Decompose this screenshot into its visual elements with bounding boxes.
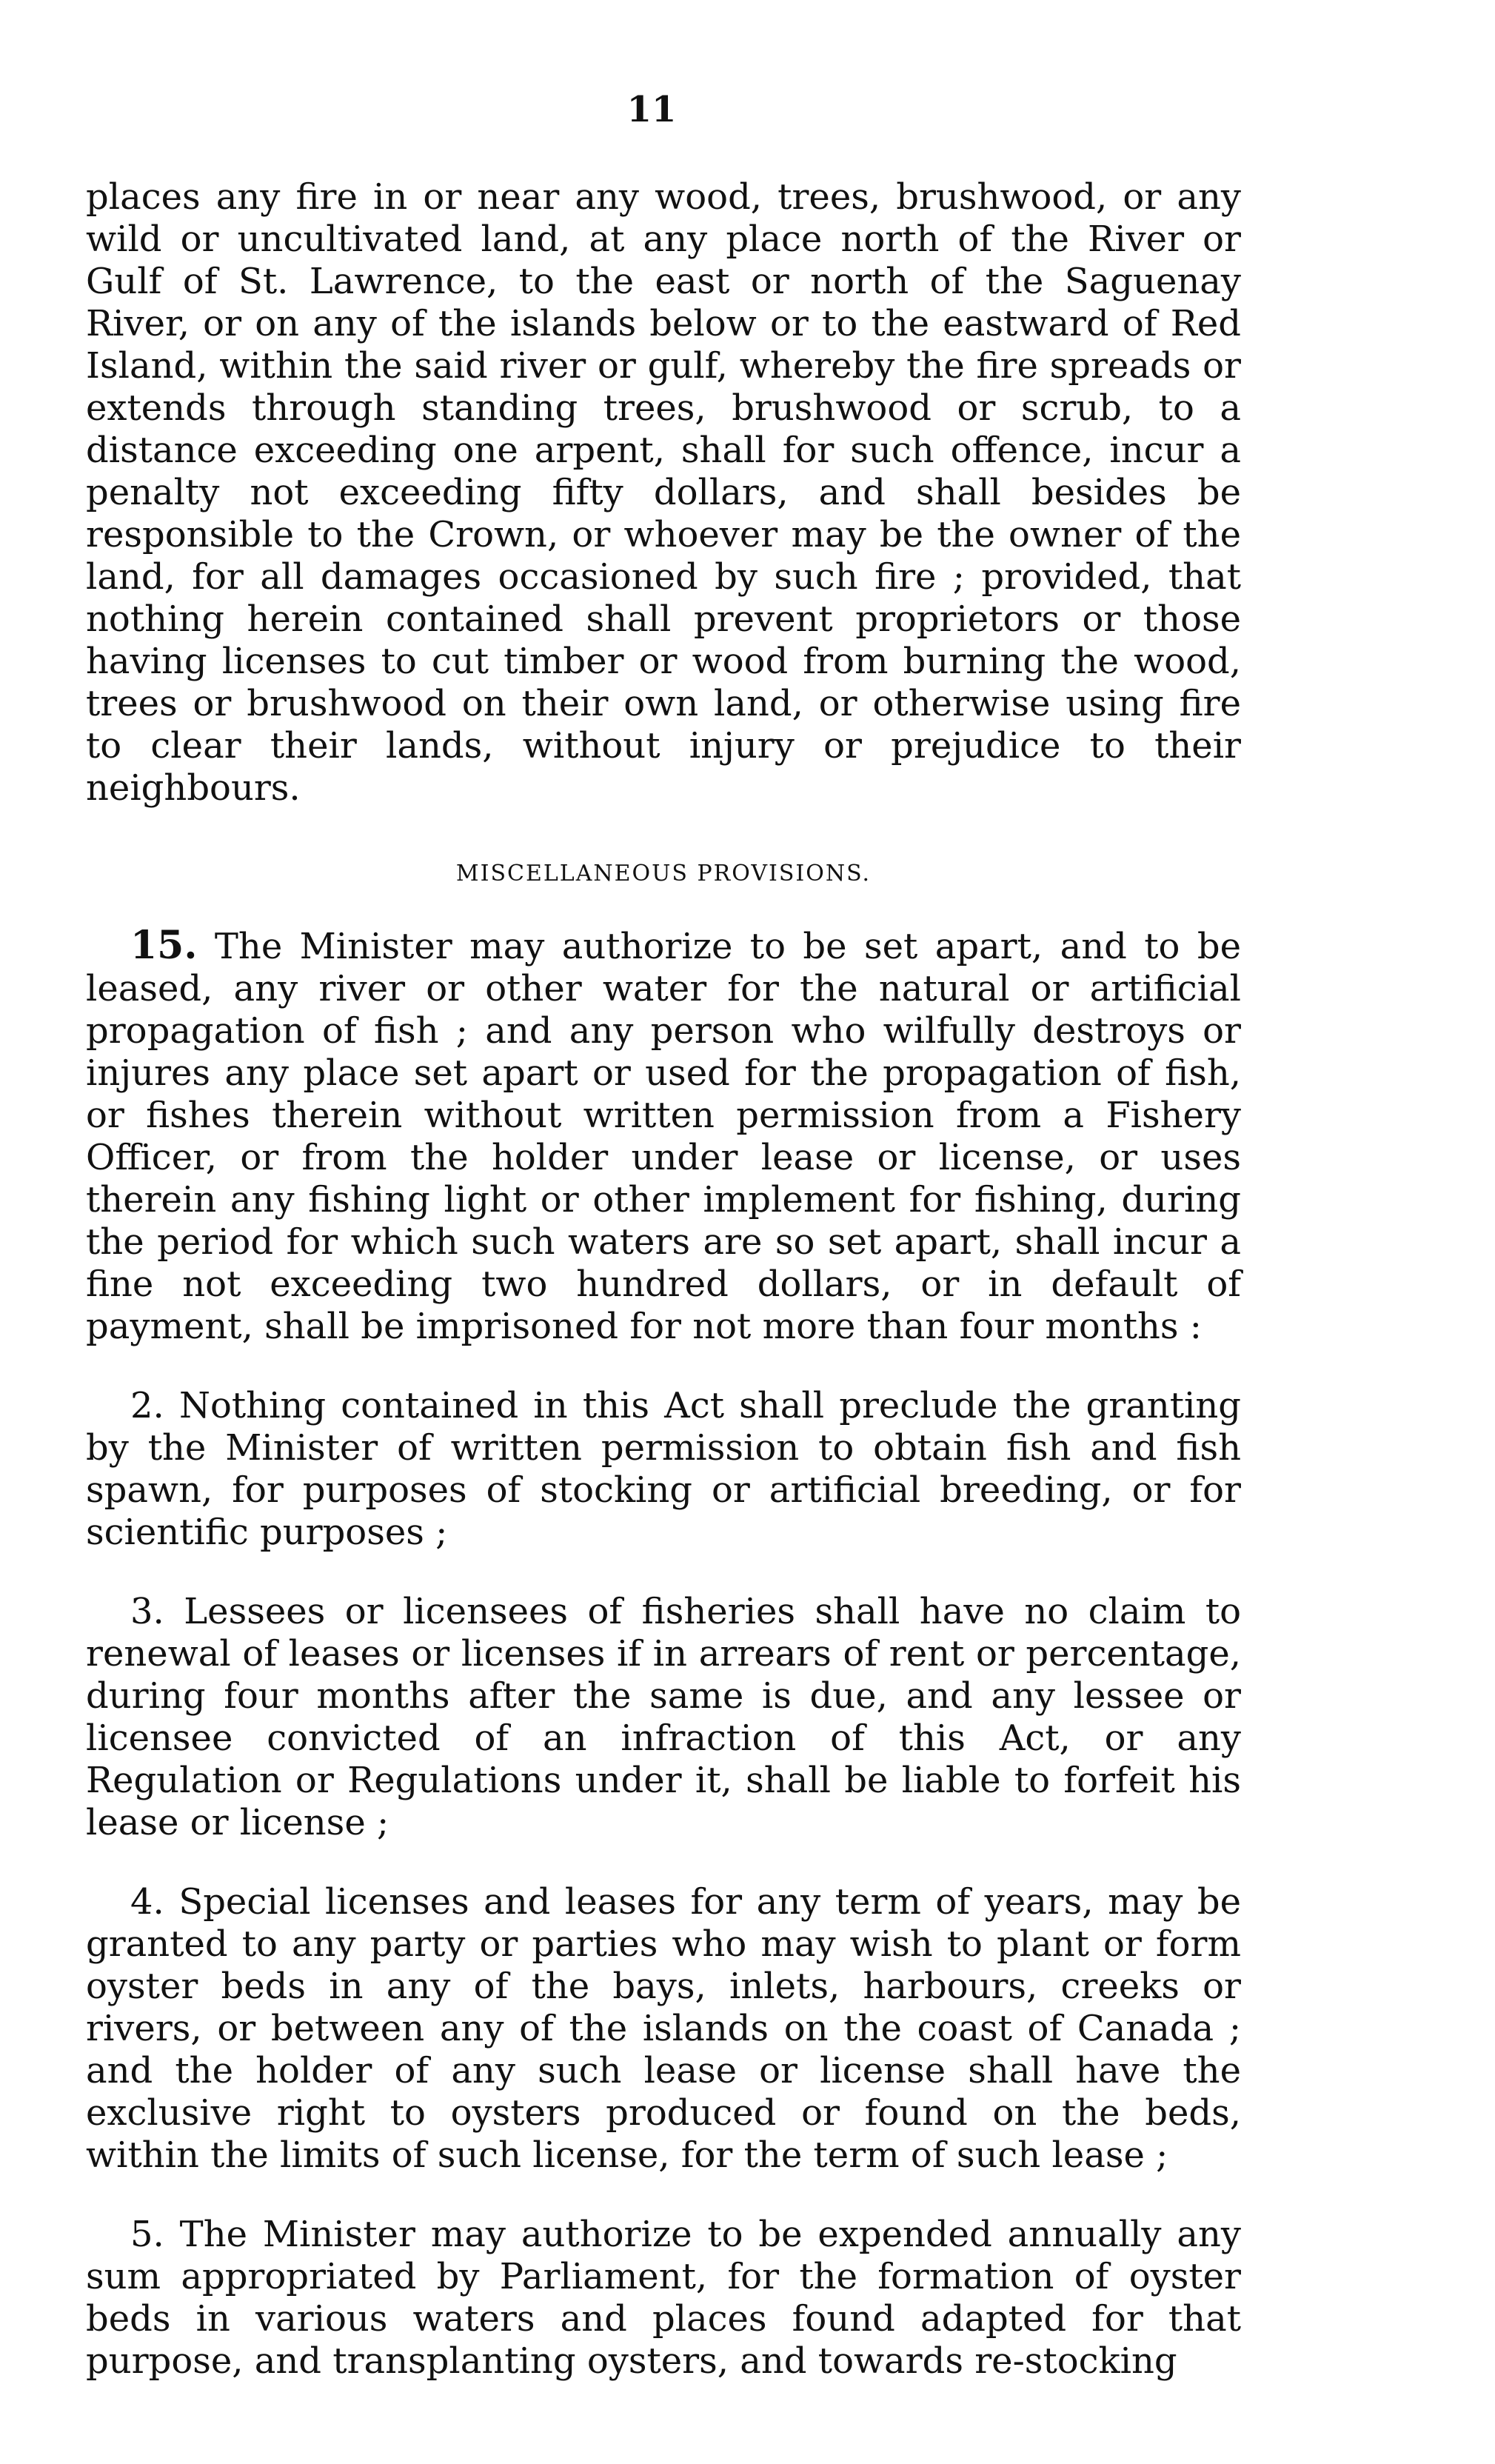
section-text: The Minister may authorize to be set apart, and to be leased, any river or other water for the natural or artificial propagation of fish ; and any person who wilfully destroys or injures any place set apart or used for the propagation of fish, or fishes therein without written permission from a Fishery Officer, or from the holder under lease or license, or uses therein any fishing light or other implement for fishing, during the period for which such waters are so set apart, shall incur a fine not exceeding two hundred dollars, or in default of payment, shall be imprisoned for not more than four months : [86, 926, 1241, 1347]
page-number: 11 [626, 89, 677, 130]
subsection-number: 3. [130, 1591, 164, 1632]
subsection-text: Special licenses and leases for any term of years, may be granted to any party or parties who may wish to plant or form oyster beds in any of the bays, inlets, harbours, creeks or rivers, or between any of the islands on the coast of Canada ; and the holder of any such lease or license shall have the exclusive right to oysters produced or found on the beds, within the limits of such license, for the term of such lease ; [86, 1881, 1241, 2176]
continuation-paragraph: places any fire in or near any wood, trees, brushwood, or any wild or uncultivated land, at any place north of the River or Gulf of St. Lawrence, to the east or north of the Saguenay River, or on any of the islands below or to the eastward of Red Island, within the said river or gulf, whereby the fire spreads or extends through standing trees, brushwood or scrub, to a distance exceeding one arpent, shall for such offence, incur a penalty not exceeding fifty dollars, and shall besides be responsible to the Crown, or whoever may be the owner of the land, for all damages occasioned by such fire ; provided, that nothing herein contained shall prevent proprietors or those having licenses to cut timber or wood from burning the wood, trees or brushwood on their own land, or otherwise using fire to clear their lands, without injury or prejudice to their neighbours. [86, 176, 1241, 809]
subsection-2-paragraph [86, 1385, 1241, 1554]
subsection-5-paragraph [86, 2214, 1241, 2383]
subsection-number: 5. [130, 2214, 164, 2255]
section-heading: MISCELLANEOUS PROVISIONS. [455, 861, 872, 887]
subsection-number: 2. [130, 1385, 164, 1426]
subsection-text: Lessees or licensees of fisheries shall have no claim to renewal of leases or licenses if in arrears of rent or percentage, during four months after the same is due, and any lessee or licensee convicted of an infraction of this Act, or any Regulation or Regulations under it, shall be liable to forfeit his lease or license ; [86, 1591, 1241, 1843]
subsection-3-paragraph [86, 1591, 1241, 1844]
subsection-4-paragraph [86, 1881, 1241, 2177]
section-15-paragraph [86, 924, 1241, 1348]
body-text [86, 176, 1241, 2383]
subsection-text: Nothing contained in this Act shall preclude the granting by the Minister of written permission to obtain fish and fish spawn, for purposes of stocking or artificial breeding, or for scientific purposes ; [86, 1385, 1241, 1553]
subsection-text: The Minister may authorize to be expended annually any sum appropriated by Parliament, for the formation of oyster beds in various waters and places found adapted for that purpose, and transplanting oysters, and towards re-stocking [86, 2214, 1241, 2382]
section-number: 15. [130, 923, 198, 968]
subsection-number: 4. [130, 1881, 164, 1923]
